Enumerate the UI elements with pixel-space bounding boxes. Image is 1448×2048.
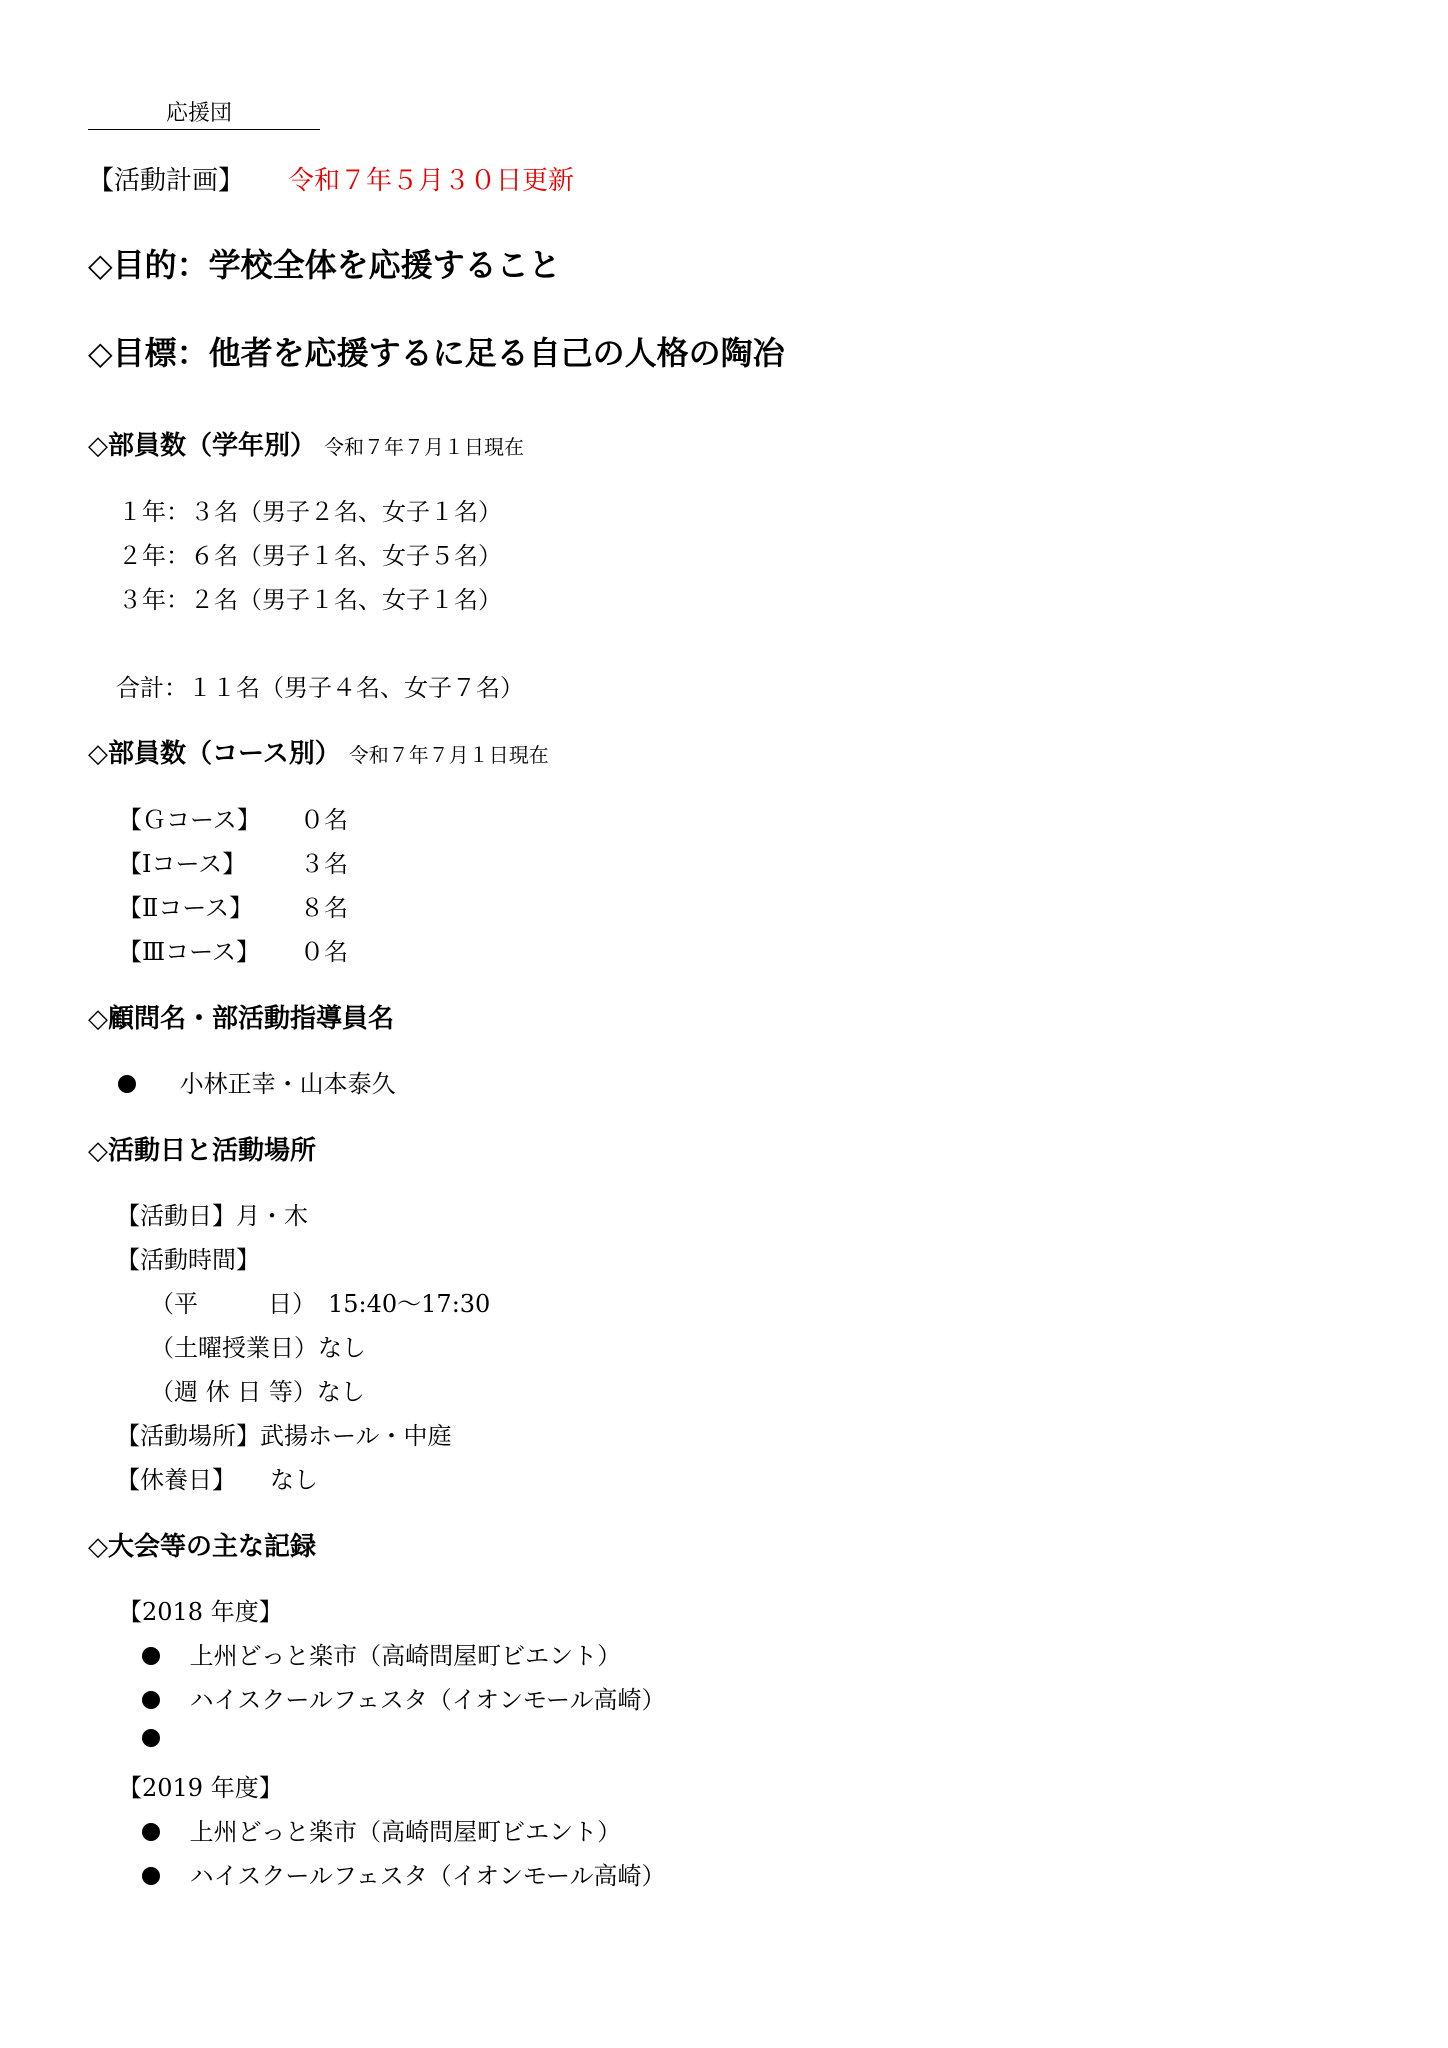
grade-row-3: ３年：２名（男子１名、女子１名） — [118, 586, 502, 614]
members-course-title: ◇部員数（コース別） — [88, 739, 341, 769]
rest-value: なし — [270, 1466, 318, 1494]
record-item-text: 上州どっと楽市（高崎問屋町ビエント） — [189, 1818, 622, 1846]
weekday-label-a: （平 — [150, 1290, 198, 1318]
record-item — [142, 1636, 621, 1671]
club-name-line — [88, 96, 320, 130]
course-row — [118, 888, 348, 923]
bullet-icon — [142, 1691, 160, 1709]
record-year: 【2018 年度】 — [118, 1598, 283, 1626]
bullet-icon — [142, 1867, 160, 1885]
course-row — [118, 844, 348, 879]
record-item-text: ハイスクールフェスタ（イオンモール高崎） — [189, 1862, 666, 1890]
activity-time-label: 【活動時間】 — [116, 1246, 260, 1274]
grade-row-2: ２年：６名（男子１名、女子５名） — [118, 542, 502, 570]
course-row — [118, 800, 348, 835]
members-course-heading — [88, 733, 549, 770]
saturday-value: なし — [318, 1334, 366, 1362]
activity-holiday — [150, 1372, 365, 1407]
course-count: ０名 — [300, 938, 348, 966]
activity-heading: ◇活動日と活動場所 — [88, 1136, 316, 1166]
purpose-heading: ◇目的：学校全体を応援すること — [88, 246, 561, 284]
advisors-heading: ◇顧問名・部活動指導員名 — [88, 1004, 394, 1034]
record-item — [142, 1812, 621, 1847]
plan-line — [88, 160, 574, 197]
course-name: 【Ⅲコース】 — [118, 938, 260, 966]
goal-heading: ◇目標：他者を応援するに足る自己の人格の陶冶 — [88, 334, 785, 372]
plan-label: 【活動計画】 — [88, 166, 245, 196]
course-count: ３名 — [300, 850, 348, 878]
place-value: 武揚ホール・中庭 — [260, 1422, 452, 1450]
grade-total: 合計：１１名（男子４名、女子７名） — [116, 674, 524, 702]
advisor-item — [118, 1064, 396, 1099]
record-item — [142, 1680, 666, 1715]
course-count: ０名 — [300, 806, 348, 834]
bullet-icon — [142, 1823, 160, 1841]
weekday-label-b: 日） — [268, 1290, 316, 1318]
members-grade-title: ◇部員数（学年別） — [88, 431, 316, 461]
rest-label: 【休養日】 — [116, 1466, 236, 1494]
bullet-icon — [118, 1075, 136, 1093]
holiday-label: （週 休 日 等） — [150, 1378, 317, 1406]
course-name: 【Ｇコース】 — [118, 806, 261, 834]
record-item — [142, 1724, 182, 1752]
course-name: 【Ⅱコース】 — [118, 894, 254, 922]
grade-row-1: １年：３名（男子２名、女子１名） — [118, 498, 502, 526]
activity-days-label: 【活動日】 — [116, 1202, 236, 1230]
course-row — [118, 932, 348, 967]
holiday-value: なし — [316, 1378, 365, 1406]
bullet-icon — [142, 1729, 160, 1747]
members-grade-asof: 令和７年７月１日現在 — [324, 435, 524, 459]
activity-weekday — [150, 1284, 491, 1319]
activity-days — [116, 1196, 308, 1231]
activity-place — [116, 1416, 452, 1451]
activity-days-value: 月・木 — [236, 1202, 308, 1230]
activity-rest — [116, 1460, 318, 1495]
record-item-text: 上州どっと楽市（高崎問屋町ビエント） — [189, 1642, 622, 1670]
members-grade-heading — [88, 425, 524, 462]
saturday-label: （土曜授業日） — [150, 1334, 318, 1362]
weekday-time: 15:40～17:30 — [328, 1290, 491, 1318]
members-course-asof: 令和７年７月１日現在 — [348, 743, 549, 767]
advisor-names: 小林正幸・山本泰久 — [179, 1070, 396, 1098]
place-label: 【活動場所】 — [116, 1422, 260, 1450]
course-name: 【Ⅰコース】 — [118, 850, 247, 878]
record-item-text: ハイスクールフェスタ（イオンモール高崎） — [189, 1686, 666, 1714]
record-item — [142, 1856, 666, 1891]
bullet-icon — [142, 1647, 160, 1665]
course-count: ８名 — [300, 894, 348, 922]
records-heading: ◇大会等の主な記録 — [88, 1532, 316, 1562]
record-year: 【2019 年度】 — [118, 1774, 283, 1802]
club-name: 応援団 — [166, 101, 233, 126]
activity-saturday — [150, 1328, 366, 1363]
updated-date: 令和７年５月３０日更新 — [288, 166, 575, 196]
